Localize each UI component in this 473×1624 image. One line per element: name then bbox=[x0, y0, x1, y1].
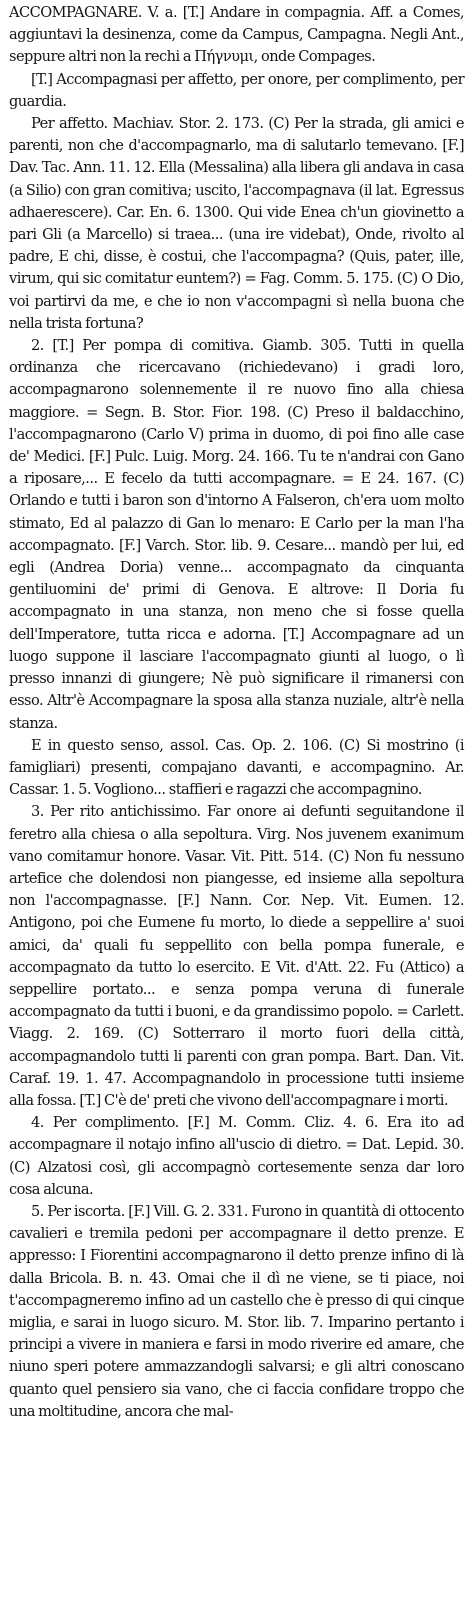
entry-definition-paragraph: ACCOMPAGNARE. V. a. [T.] Andare in compagnia. Aff. a Comes, aggiuntavi la desinenza, come da Campus, Campagna. Negli Ant., seppure altri non la rechi a Πήγνυμι, onde Compages. bbox=[9, 4, 464, 66]
dictionary-entry-accompagnare bbox=[9, 2, 464, 1423]
entry-sense-3-paragraph: 3. Per rito antichissimo. Far onore ai defunti seguitandone il feretro alla chiesa o alla sepoltura. Virg. Nos juvenem exanimum vano comitamur honore. Vasar. Vit. Pitt. 514. (C) Non fu nessuno artefice che dolendosi non piangesse, ed insieme alla sepoltura non l'accompagnasse. [F.] Nann. Cor. Nep. Vit. Eumen. 12. Antigono, poi che Eumene fu morto, lo diede a seppellire a' suoi amici, da' quali fu seppellito con bella pompa funerale, e accompagnato da tutto lo esercito. E Vit. d'Att. 22. Fu (Attico) a seppellire portato... e senza pompa veruna di funerale accompagnato da tutti i buoni, e da grandissimo popolo. = Carlett. Viagg. 2. 169. (C) Sotterraro il morto fuori della città, accompagnandolo tutti li parenti con gran pompa. Bart. Dan. Vit. Caraf. 19. 1. 47. Accompagnandolo in processione tutti insieme alla fossa. [T.] C'è de' preti che vivono dell'accompagnare i morti. bbox=[9, 803, 464, 1109]
entry-usage-paragraph: [T.] Accompagnasi per affetto, per onore, per complimento, per guardia. bbox=[9, 70, 464, 110]
entry-sense-affetto-paragraph: Per affetto. Machiav. Stor. 2. 173. (C) Per la strada, gli amici e parenti, non che d'accompagnarlo, ma di salutarlo temevano. [F.] Dav. Tac. Ann. 11. 12. Ella (Messalina) alla libera gli andava in casa (a Silio) con gran comitiva; uscito, l'accompagnava (il lat. Egressus adhaerescere). Car. En. 6. 1300. Qui vide Enea ch'un giovinetto a pari Gli (a Marcello) si traea... (una ire videbat), Onde, rivolto al padre, E chi, disse, è costui, che l'accompagna? (Quis, pater, ille, virum, qui sic comitatur euntem?) = Fag. Comm. 5. 175. (C) O Dio, voi partirvi da me, e che io non v'accompagni sì nella buona che nella trista fortuna? bbox=[9, 115, 464, 332]
entry-absolute-sense-paragraph: E in questo senso, assol. Cas. Op. 2. 106. (C) Si mostrino (i famigliari) presenti, compajano davanti, e accompagnino. Ar. Cassar. 1. 5. Vogliono... staffieri e ragazzi che accompagnino. bbox=[9, 736, 464, 799]
entry-sense-4-paragraph: 4. Per complimento. [F.] M. Comm. Cliz. 4. 6. Era ito ad accompagnare il notajo infino all'uscio di dietro. = Dat. Lepid. 30. (C) Alzatosi così, gli accompagnò cortesemente senza dar loro cosa alcuna. bbox=[9, 1114, 464, 1198]
entry-sense-2-paragraph: 2. [T.] Per pompa di comitiva. Giamb. 305. Tutti in quella ordinanza che ricercavano (richiedevano) i gradi loro, accompagnarono solennemente il re nuovo fino alla chiesa maggiore. = Segn. B. Stor. Fior. 198. (C) Preso il baldacchino, l'accompagnarono (Carlo V) prima in duomo, di poi fino alle case de' Medici. [F.] Pulc. Luig. Morg. 24. 166. Tu te n'andrai con Gano a riposare,... E fecelo da tutti accompagnare. = E 24. 167. (C) Orlando e tutti i baron son d'intorno A Falseron, ch'era uom molto stimato, Ed al palazzo di Gan lo menaro: E Carlo per la man l'ha accompagnato. [F.] Varch. Stor. lib. 9. Cesare... mandò per lui, ed egli (Andrea Doria) venne... accompagnato da cinquanta gentiluomini de' primi di Genova. E altrove: Il Doria fu accompagnato in una stanza, non meno che si fosse quella dell'Imperatore, tutta ricca e adorna. [T.] Accompagnare ad un luogo suppone il lasciare l'accompagnato giunti al luogo, o lì presso innanzi di giungere; Nè può significare il rimanersi con esso. Altr'è Accompagnare la sposa alla stanza nuziale, altr'è nella stanza. bbox=[9, 337, 464, 732]
entry-sense-5-paragraph: 5. Per iscorta. [F.] Vill. G. 2. 331. Furono in quantità di ottocento cavalieri e tremila pedoni per accompagnare il detto prenze. E appresso: I Fiorentini accompagnarono il detto prenze infino di là dalla Bricola. B. n. 43. Omai che il dì ne viene, se ti piace, noi t'accompagneremo infino ad un castello che è presso di qui cinque miglia, e sarai in luogo sicuro. M. Stor. lib. 7. Imparino pertanto i principi a vivere in maniera e farsi in modo riverire ed amare, che niuno speri potere ammazzandogli salvarsi; e gli altri conoscano quanto quel pensiero sia vano, che ci faccia confidare troppo che una moltitudine, ancora che mal- bbox=[9, 1202, 464, 1420]
